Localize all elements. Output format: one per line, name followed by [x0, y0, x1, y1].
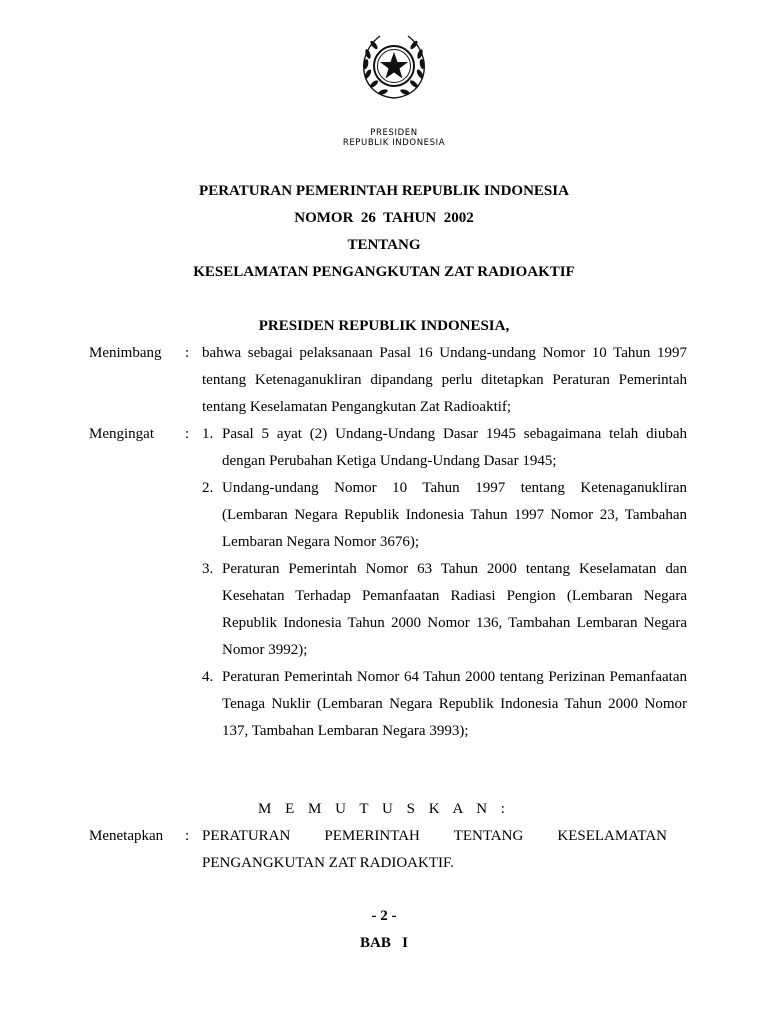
- list-item-number: 3.: [202, 561, 214, 577]
- list-item-number: 2.: [202, 480, 214, 496]
- list-item-line: Undang-undang Nomor 10 Tahun 1997 tentang Ketenaganukliran: [222, 480, 687, 496]
- document-tentang: TENTANG: [347, 237, 421, 253]
- menimbang-line: tentang Ketenaganukliran dipandang perlu ditetapkan Peraturan Pemerintah: [202, 372, 687, 388]
- garuda-seal-logo: [322, 26, 466, 150]
- chapter-heading: BAB I: [360, 935, 408, 951]
- menetapkan-colon: :: [185, 828, 190, 844]
- list-item-line: Nomor 3992);: [222, 642, 308, 658]
- list-item-line: Pasal 5 ayat (2) Undang-Undang Dasar 1945 sebagaimana telah diubah: [222, 426, 687, 442]
- document-subject: KESELAMATAN PENGANGKUTAN ZAT RADIOAKTIF: [193, 264, 575, 280]
- list-item-number: 4.: [202, 669, 214, 685]
- list-item-line: Tenaga Nuklir (Lembaran Negara Republik Indonesia Tahun 2000 Nomor: [222, 696, 687, 712]
- list-item-line: Lembaran Negara Nomor 3676);: [222, 534, 420, 550]
- president-heading: PRESIDEN REPUBLIK INDONESIA,: [258, 318, 510, 334]
- page-number: - 2 -: [371, 908, 397, 924]
- list-item-line: Republik Indonesia Tahun 2000 Nomor 136, Tambahan Lembaran Negara: [222, 615, 687, 631]
- star-wreath-emblem-icon: [354, 26, 434, 106]
- list-item-line: 137, Tambahan Lembaran Negara 3993);: [222, 723, 469, 739]
- menetapkan-label: Menetapkan: [89, 828, 164, 844]
- list-item-number: 1.: [202, 426, 214, 442]
- menetapkan-line: PERATURAN PEMERINTAH TENTANG KESELAMATAN: [202, 828, 667, 844]
- document-number: NOMOR 26 TAHUN 2002: [294, 210, 474, 226]
- list-item-line: dengan Perubahan Ketiga Undang-Undang Dasar 1945;: [222, 453, 557, 469]
- list-item-line: Peraturan Pemerintah Nomor 63 Tahun 2000 tentang Keselamatan dan: [222, 561, 687, 577]
- menimbang-label: Menimbang: [89, 345, 162, 361]
- menimbang-line: bahwa sebagai pelaksanaan Pasal 16 Undang-undang Nomor 10 Tahun 1997: [202, 345, 687, 361]
- list-item-line: (Lembaran Negara Republik Indonesia Tahun 1997 Nomor 23, Tambahan: [222, 507, 687, 523]
- list-item-line: Peraturan Pemerintah Nomor 64 Tahun 2000 tentang Perizinan Pemanfaatan: [222, 669, 687, 685]
- seal-caption-line1: PRESIDEN: [370, 128, 418, 138]
- menetapkan-line: PENGANGKUTAN ZAT RADIOAKTIF.: [202, 855, 454, 871]
- mengingat-label: Mengingat: [89, 426, 154, 442]
- mengingat-colon: :: [185, 426, 190, 442]
- seal-caption-line2: REPUBLIK INDONESIA: [342, 138, 446, 148]
- document-title: PERATURAN PEMERINTAH REPUBLIK INDONESIA: [199, 183, 569, 199]
- menimbang-line: tentang Keselamatan Pengangkutan Zat Radioaktif;: [202, 399, 512, 415]
- memutuskan-heading: M E M U T U S K A N :: [258, 801, 510, 817]
- menimbang-colon: :: [185, 345, 190, 361]
- list-item-line: Kesehatan Terhadap Pemanfaatan Radiasi Pengion (Lembaran Negara: [222, 588, 687, 604]
